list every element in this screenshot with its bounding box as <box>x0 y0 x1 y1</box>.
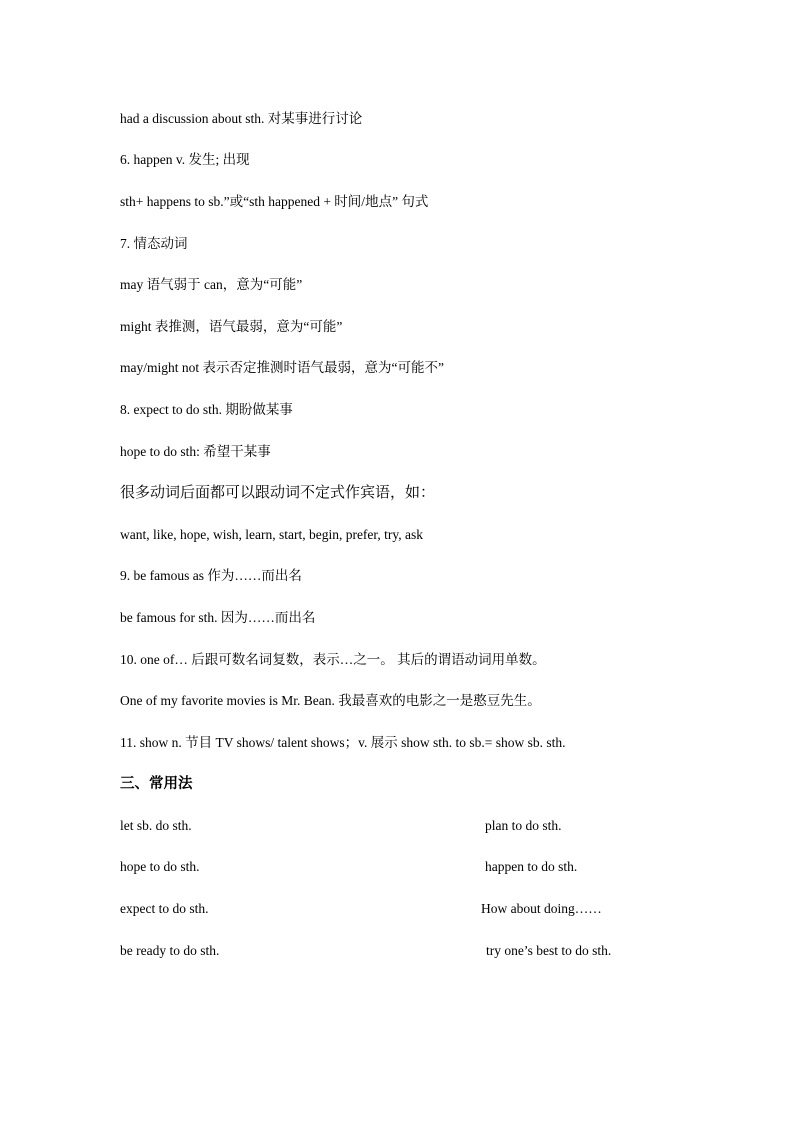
text-line-show: 11. show n. 节目 TV shows/ talent shows；v. 展示 show sth. to sb.= show sb. sth. <box>120 735 566 750</box>
text-line-expect: 8. expect to do sth. 期盼做某事 <box>120 402 293 417</box>
usage-left-3: expect to do sth. <box>120 901 209 916</box>
text-line-discussion: had a discussion about sth. 对某事进行讨论 <box>120 111 363 126</box>
text-line-happen-pattern: sth+ happens to sb.”或“sth happened + 时间/地点” 句式 <box>120 194 429 209</box>
text-line-verb-list: want, like, hope, wish, learn, start, begin, prefer, try, ask <box>120 527 423 542</box>
usage-right-3: How about doing…… <box>481 901 602 916</box>
usage-left-2: hope to do sth. <box>120 859 200 874</box>
text-line-hope: hope to do sth: 希望干某事 <box>120 444 271 459</box>
text-line-may-might-not: may/might not 表示否定推测时语气最弱，意为“可能不” <box>120 360 444 375</box>
section-heading: 三、常用法 <box>120 776 193 792</box>
usage-left-1: let sb. do sth. <box>120 818 192 833</box>
text-line-infinitive-note: 很多动词后面都可以跟动词不定式作宾语，如： <box>120 485 436 501</box>
text-line-one-of-example: One of my favorite movies is Mr. Bean. 我最喜欢的电影之一是憨豆先生。 <box>120 693 541 708</box>
text-line-one-of: 10. one of… 后跟可数名词复数，表示…之一。 其后的谓语动词用单数。 <box>120 652 546 667</box>
usage-right-4: try one’s best to do sth. <box>486 943 612 958</box>
text-line-modal-verbs: 7. 情态动词 <box>120 236 188 251</box>
text-line-might: might 表推测，语气最弱，意为“可能” <box>120 319 343 334</box>
text-line-may: may 语气弱于 can，意为“可能” <box>120 277 303 292</box>
text-line-happen-definition: 6. happen v. 发生; 出现 <box>120 152 250 167</box>
text-line-famous-for: be famous for sth. 因为……而出名 <box>120 610 316 625</box>
usage-right-1: plan to do sth. <box>485 818 562 833</box>
usage-right-2: happen to do sth. <box>485 859 578 874</box>
usage-left-4: be ready to do sth. <box>120 943 220 958</box>
text-line-famous-as: 9. be famous as 作为……而出名 <box>120 568 302 583</box>
